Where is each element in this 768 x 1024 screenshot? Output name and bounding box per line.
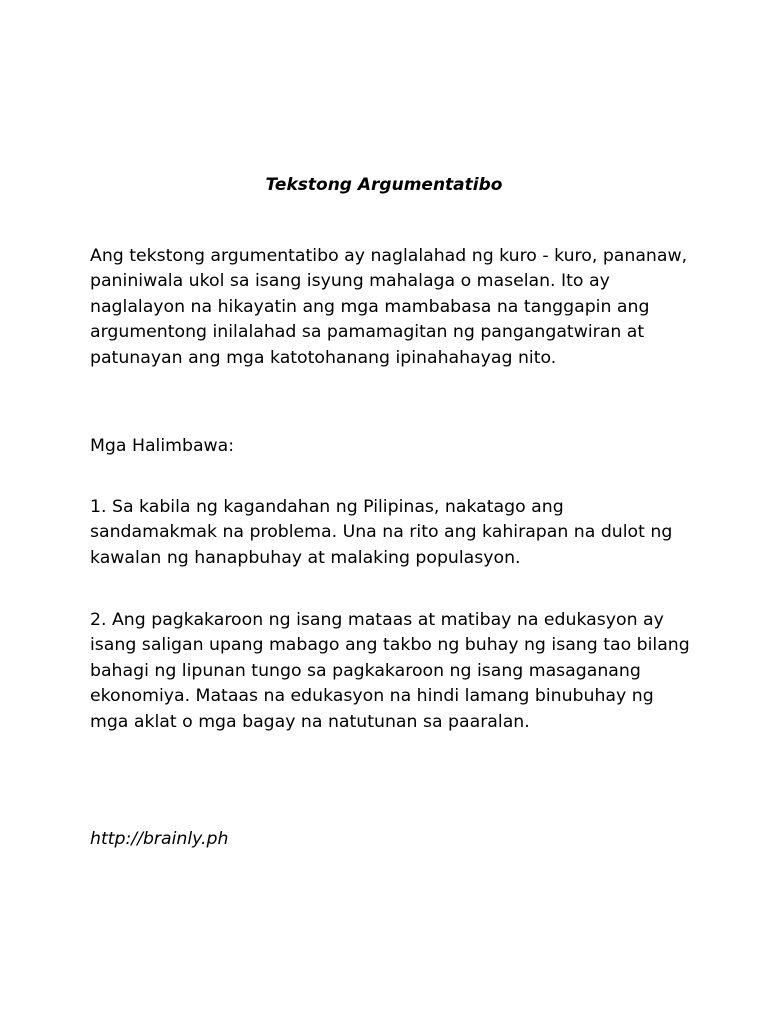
source-link[interactable]: http://brainly.ph [90, 829, 229, 849]
example-paragraph-2: 2. Ang pagkakaroon ng isang mataas at matibay na edukasyon ay isang saligan upang mabago ang takbo ng buhay ng isang tao bilang bahagi ng lipunan tungo sa pagkakaroon ng isang masaganang ekonomiya. Mataas na edukasyon na hindi lamang binubuhay ng mga aklat o mga bagay na natutunan sa paaralan. [90, 610, 690, 732]
intro-paragraph: Ang tekstong argumentatibo ay naglalahad ng kuro - kuro, pananaw, paniniwala ukol sa isang isyung mahalaga o maselan. Ito ay naglalayon na hikayatin ang mga mambabasa na tanggapin ang argumentong inilalahad sa pamamagitan ng pangangatwiran at patunayan ang mga katotohanang ipinahahayag nito. [90, 246, 688, 368]
document-title: Tekstong Argumentatibo [265, 175, 503, 195]
example-paragraph-1: 1. Sa kabila ng kagandahan ng Pilipinas, nakatago ang sandamakmak na problema. Una na rito ang kahirapan na dulot ng kawalan ng hanapbuhay at malaking populasyon. [90, 497, 673, 568]
examples-heading: Mga Halimbawa: [90, 436, 235, 456]
